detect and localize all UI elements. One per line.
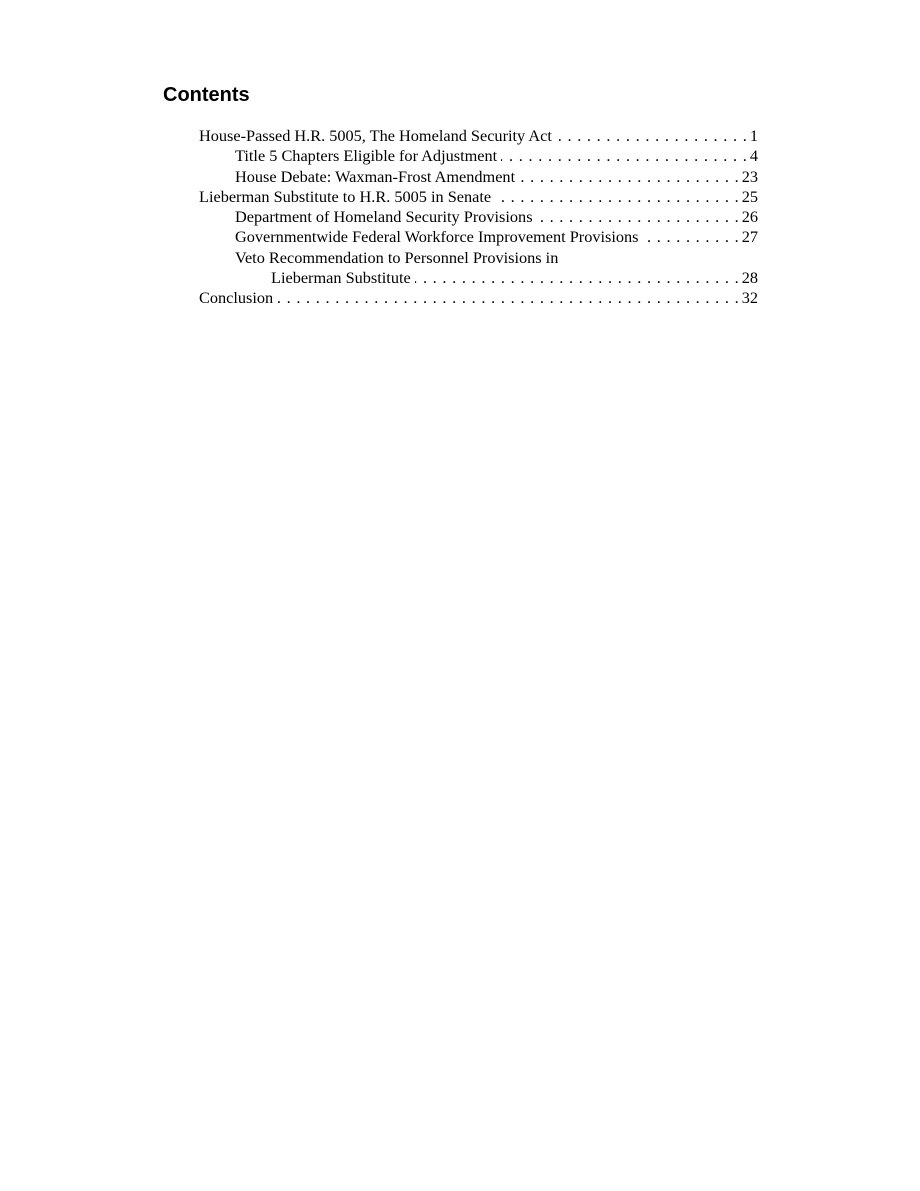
toc-entry[interactable]	[199, 288, 758, 308]
toc-entry-page: 32	[741, 288, 758, 308]
dot-leader	[415, 268, 739, 288]
toc-entry-title: Governmentwide Federal Workforce Improvement Provisions	[235, 227, 643, 247]
toc-entry-title: Department of Homeland Security Provisions	[235, 207, 537, 227]
dot-leader	[501, 146, 747, 166]
dot-leader	[495, 187, 739, 207]
toc-entry-page: 27	[741, 227, 758, 247]
toc-entry-title: House Debate: Waxman-Frost Amendment	[235, 167, 519, 187]
toc-entry-title: House-Passed H.R. 5005, The Homeland Security Act	[199, 126, 556, 146]
dot-leader	[537, 207, 739, 227]
toc-entry-title: Lieberman Substitute	[271, 268, 415, 288]
dot-leader	[519, 167, 739, 187]
toc-entry-page: 23	[741, 166, 758, 186]
toc-entry[interactable]	[235, 227, 758, 247]
toc-entry[interactable]	[199, 126, 758, 146]
toc-entry-title: Title 5 Chapters Eligible for Adjustment	[235, 146, 501, 166]
toc-entry-page: 4	[749, 146, 758, 166]
toc-entry-title: Conclusion	[199, 288, 277, 308]
toc-entry-title: Veto Recommendation to Personnel Provisions in	[235, 248, 562, 268]
toc-entry-page: 25	[741, 186, 758, 206]
dot-leader	[643, 227, 739, 247]
toc-entry[interactable]	[199, 187, 758, 207]
toc-entry-page: 1	[749, 126, 758, 145]
dot-leader	[556, 126, 747, 146]
toc-entry[interactable]	[235, 146, 758, 166]
toc-entry-continuation[interactable]	[271, 268, 758, 288]
table-of-contents	[199, 126, 758, 309]
toc-entry-title: Lieberman Substitute to H.R. 5005 in Senate	[199, 187, 495, 207]
toc-entry[interactable]	[235, 167, 758, 187]
dot-leader	[277, 288, 739, 308]
toc-entry-page: 28	[741, 268, 758, 288]
toc-entry[interactable]	[235, 248, 758, 268]
contents-heading: Contents	[163, 84, 250, 106]
toc-entry[interactable]	[235, 207, 758, 227]
toc-entry-page: 26	[741, 207, 758, 227]
